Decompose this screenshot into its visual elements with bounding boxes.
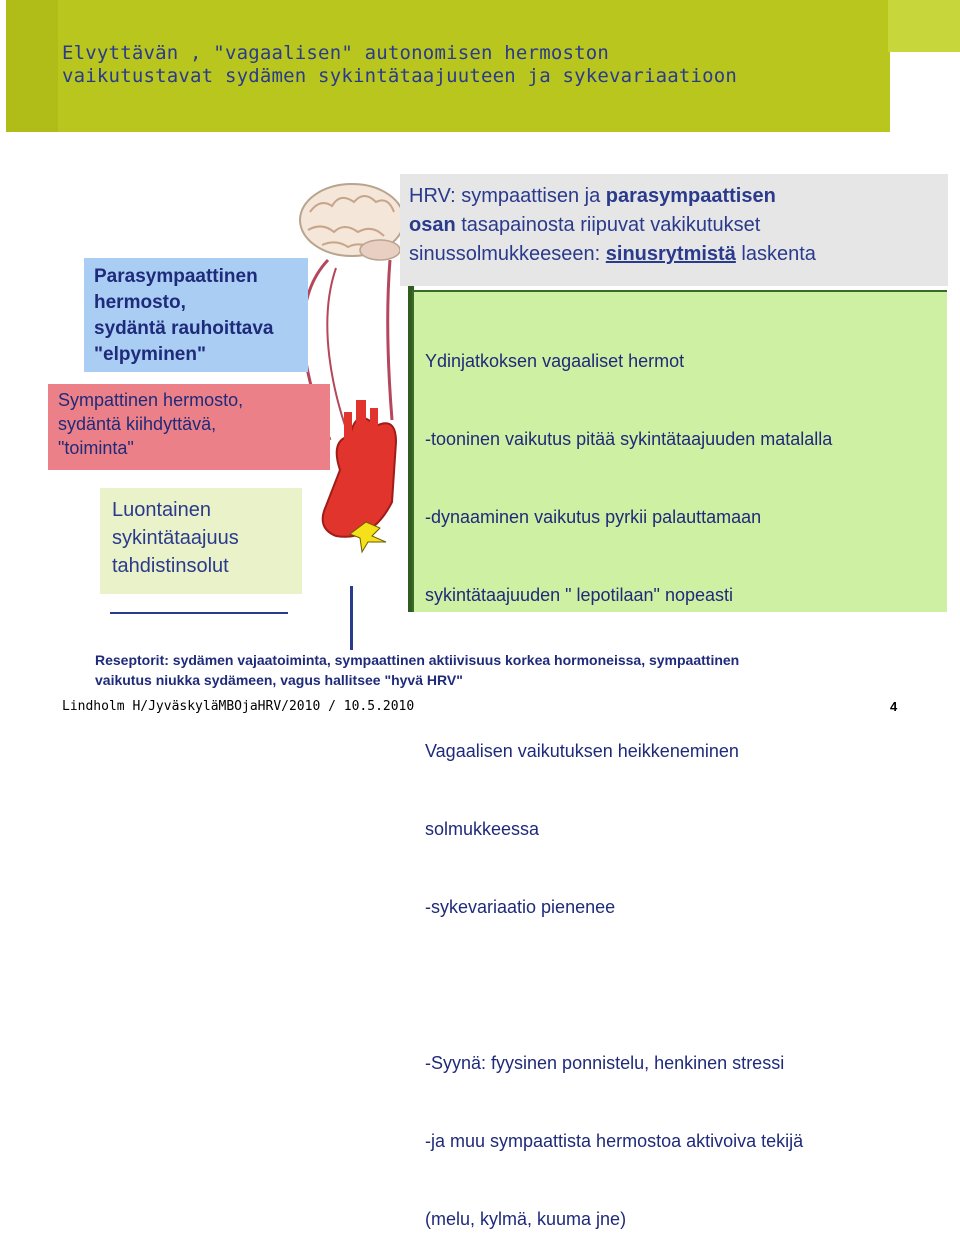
green-line: -sykevariaatio pienenee	[425, 897, 616, 917]
sympathetic-text: Sympattinen hermosto, sydäntä kiihdyttävä, "toiminta"	[58, 390, 244, 458]
green-line: Ydinjatkoksen vagaaliset hermot	[425, 351, 685, 371]
brain-icon	[300, 184, 404, 260]
green-line: -tooninen vaikutus pitää sykintätaajuuden matalalla	[425, 429, 833, 449]
slide-title	[62, 42, 737, 88]
natural-rate-underline	[110, 612, 288, 614]
hrv-text-3: sinussolmukkeeseen:	[409, 243, 606, 265]
receptor-note: Reseptorit: sydämen vajaatoiminta, sympaattinen aktiivisuus korkea hormoneissa, sympaattinen vaikutus niukka sydämeen, vagus hallitsee "hyvä HRV"	[95, 652, 740, 688]
page-number: 4	[890, 699, 898, 714]
slide-title-line2: vaikutustavat sydämen sykintätaajuuteen ja sykevariaatioon	[62, 65, 738, 87]
parasympathetic-text: Parasympaattinen hermosto, sydäntä rauhoittava "elpyminen"	[94, 266, 274, 365]
hrv-text-parasympaattisen: parasympaattisen	[605, 185, 776, 207]
spinal-line	[388, 260, 392, 420]
green-text	[425, 296, 832, 1258]
hrv-text-1: HRV: sympaattisen ja	[409, 185, 606, 207]
hrv-text-4: laskenta	[735, 243, 816, 265]
green-line: Vagaalisen vaikutuksen heikkeneminen	[425, 741, 739, 761]
green-line: -Syynä: fyysinen ponnistelu, henkinen stressi	[425, 1053, 785, 1073]
green-line: -dynaaminen vaikutus pyrkii palauttamaan	[425, 507, 762, 527]
hrv-text-sinusrytmista: sinusrytmistä	[605, 243, 736, 265]
heart-icon	[323, 400, 396, 552]
title-corner-accent	[888, 0, 960, 52]
hrv-text	[409, 182, 816, 269]
footer-citation: Lindholm H/JyväskyläMBOjaHRV/2010 / 10.5.2010	[62, 699, 415, 714]
green-line: -ja muu sympaattista hermostoa aktivoiva tekijä	[425, 1131, 804, 1151]
green-line: solmukkeessa	[425, 819, 540, 839]
vertical-arrow-line	[350, 586, 353, 650]
green-line: sykintätaajuuden " lepotilaan" nopeasti	[425, 585, 733, 605]
hrv-text-2: tasapainosta riipuvat vakikutukset	[455, 214, 761, 236]
title-band-accent	[6, 0, 58, 132]
hrv-text-osan: osan	[409, 214, 456, 236]
slide-title-line1: Elvyttävän , "vagaalisen" autonomisen hermoston	[62, 42, 610, 64]
green-line	[425, 972, 832, 998]
natural-rate-text: Luontainen sykintätaajuus tahdistinsolut	[112, 499, 239, 577]
green-line: (melu, kylmä, kuuma jne)	[425, 1209, 627, 1229]
